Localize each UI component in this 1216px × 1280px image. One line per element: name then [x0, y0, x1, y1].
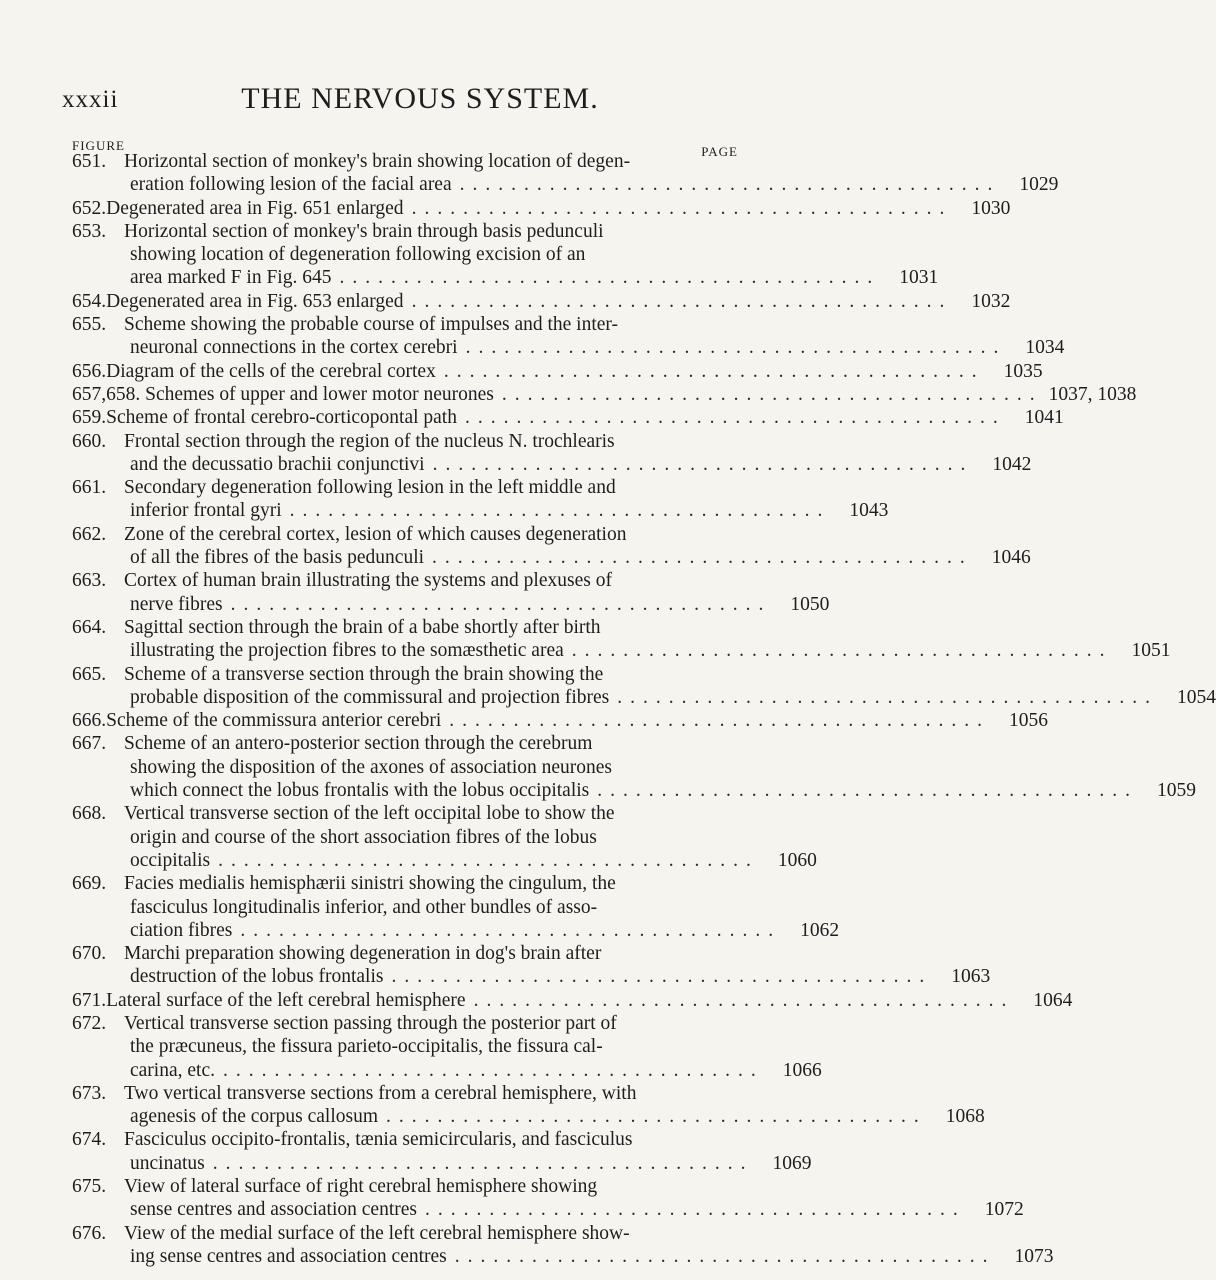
page-number: 1066 [782, 1059, 822, 1081]
list-item [72, 406, 1064, 429]
dot-leader: .......................................... [289, 500, 831, 522]
figure-caption-line: ing sense centres and association centres [130, 1245, 447, 1267]
figure-number: 674. [72, 1129, 107, 1151]
dot-leader: .......................................... [465, 337, 1007, 359]
figure-caption-line: agenesis of the corpus callosum [130, 1106, 379, 1128]
figure-caption-line: Marchi preparation showing degeneration in dog's brain after [124, 943, 602, 965]
list-item [72, 476, 889, 523]
dot-leader: .......................................... [222, 1059, 764, 1081]
figure-number: 657, [72, 383, 107, 405]
figure-caption-line: area marked F in Fig. 645 [130, 267, 332, 289]
figure-caption-line: which connect the lobus frontalis with the lobus occipitalis [130, 780, 590, 802]
figure-caption-line: 658. Schemes of upper and lower motor neurones [106, 383, 494, 405]
page-column-heading: PAGE [701, 144, 738, 159]
figure-caption-line: Scheme of a transverse section through the brain showing the [124, 663, 604, 685]
figure-caption-line: Cortex of human brain illustrating the systems and plexuses of [124, 570, 612, 592]
figure-caption-line: Facies medialis hemisphærii sinistri showing the cingulum, the [124, 873, 616, 895]
page-number: 1059 [1157, 780, 1196, 802]
figure-caption-line: Lateral surface of the left cerebral hemisphere [106, 989, 466, 1011]
dot-leader: .......................................... [454, 1245, 996, 1267]
page-number: 1031 [899, 267, 939, 289]
figure-number: 676. [72, 1222, 107, 1244]
page-number: 1054 [1177, 686, 1216, 708]
list-item [72, 872, 840, 942]
figure-caption-line: of all the fibres of the basis pedunculi [130, 547, 425, 569]
page-number: 1037, 1038 [1048, 383, 1137, 405]
page-number: 1073 [1014, 1245, 1054, 1267]
page-number: 1064 [1033, 989, 1073, 1011]
list-item [72, 290, 1011, 313]
page-number: 1051 [1131, 640, 1171, 662]
figure-caption-line: Vertical transverse section passing through the posterior part of [124, 1012, 617, 1034]
figure-number: 670. [72, 943, 107, 965]
figure-caption-line: Degenerated area in Fig. 653 enlarged [106, 290, 404, 312]
figure-number: 672. [72, 1012, 107, 1034]
page-number: 1072 [984, 1199, 1024, 1221]
figure-number: 662. [72, 523, 107, 545]
dot-leader: .......................................... [473, 989, 1015, 1011]
list-item [72, 709, 1049, 732]
figure-caption-line: Secondary degeneration following lesion in the left middle and [124, 477, 616, 499]
dot-leader: .......................................... [432, 547, 973, 569]
dot-leader: .......................................... [230, 593, 772, 615]
figure-caption-line: showing location of degeneration following excision of an [130, 244, 586, 266]
figure-number: 655. [72, 314, 107, 336]
figure-caption-line: Scheme showing the probable course of impulses and the inter- [124, 314, 619, 336]
list-item [72, 1175, 1024, 1222]
page-number: 1030 [971, 197, 1011, 219]
page-number: 1043 [849, 500, 889, 522]
dot-leader: .......................................... [391, 966, 933, 988]
list-item [72, 1012, 822, 1082]
page-number: 1034 [1025, 337, 1065, 359]
page-number: 1062 [800, 919, 840, 941]
dot-leader: .......................................... [212, 1152, 754, 1174]
page-number: 1069 [772, 1152, 812, 1174]
list-item [72, 802, 817, 872]
figure-number: 668. [72, 803, 107, 825]
figure-number: 654. [72, 290, 107, 312]
page-number: 1068 [945, 1106, 985, 1128]
page-header [62, 82, 738, 122]
figure-caption-line: occipitalis [130, 849, 211, 871]
list-item [72, 220, 939, 290]
figure-caption-line: Zone of the cerebral cortex, lesion of which causes degeneration [124, 523, 627, 545]
page-number: 1046 [991, 547, 1031, 569]
page-number: 1029 [1019, 174, 1059, 196]
dot-leader: .......................................... [597, 780, 1138, 802]
figure-caption-line: fasciculus longitudinalis inferior, and other bundles of asso- [130, 896, 598, 918]
list-item [72, 616, 1171, 663]
figure-caption-line: showing the disposition of the axones of association neurones [130, 756, 613, 778]
list-item [72, 313, 1065, 360]
dot-leader: .......................................... [411, 197, 953, 219]
figure-number: 656. [72, 360, 107, 382]
figure-caption-line: Frontal section through the region of the nucleus N. trochlearis [124, 430, 615, 452]
figure-caption-line: Vertical transverse section of the left occipital lobe to show the [124, 803, 615, 825]
page-number: 1041 [1024, 407, 1064, 429]
figure-caption-line: Diagram of the cells of the cerebral cortex [106, 360, 436, 382]
page-numeral: xxxii [62, 86, 119, 113]
figure-number: 651. [72, 151, 107, 172]
dot-leader: .......................................... [240, 919, 782, 941]
list-item [72, 732, 1196, 802]
running-title: THE NERVOUS SYSTEM. [241, 82, 599, 115]
figure-number: 666. [72, 710, 107, 732]
figure-caption-line: the præcuneus, the fissura parieto-occipitalis, the fissura cal- [130, 1036, 603, 1058]
list-item [72, 1128, 812, 1175]
figure-caption-line: Degenerated area in Fig. 651 enlarged [106, 197, 404, 219]
page-number: 1056 [1009, 710, 1049, 732]
figure-caption-line: sense centres and association centres [130, 1199, 417, 1221]
figure-caption-line: illustrating the projection fibres to the somæsthetic area [130, 640, 564, 662]
dot-leader: .......................................... [464, 407, 1006, 429]
figure-number: 660. [72, 430, 107, 452]
figure-caption-line: Fasciculus occipito-frontalis, tænia semicircularis, and fasciculus [124, 1129, 633, 1151]
figure-caption-line: destruction of the lobus frontalis [130, 966, 384, 988]
figure-caption-line: Scheme of the commissura anterior cerebri [106, 710, 442, 732]
dot-leader: .......................................... [571, 640, 1113, 662]
dot-leader: .......................................... [432, 453, 974, 475]
dot-leader: .......................................... [459, 174, 1001, 196]
figure-number: 653. [72, 220, 107, 242]
figure-caption-line: and the decussatio brachii conjunctivi [130, 453, 425, 475]
figure-caption-line: Two vertical transverse sections from a cerebral hemisphere, with [124, 1082, 637, 1104]
figure-caption-line: nerve fibres [130, 593, 223, 615]
figure-caption-line: probable disposition of the commissural and projection fibres [130, 686, 610, 708]
figure-list [72, 150, 1216, 1268]
figure-number: 663. [72, 570, 107, 592]
dot-leader: .......................................... [218, 849, 759, 871]
page-number: 1042 [992, 453, 1032, 475]
page-number: 1032 [971, 290, 1011, 312]
figure-number: 665. [72, 663, 107, 685]
dot-leader: .......................................... [386, 1106, 927, 1128]
list-item [72, 569, 830, 616]
list-item [72, 942, 991, 989]
figure-number: 652. [72, 197, 107, 219]
figure-number: 667. [72, 733, 107, 755]
figure-column-heading: FIGURE [72, 138, 125, 153]
figure-caption-line: origin and course of the short association fibres of the lobus [130, 826, 597, 848]
list-item [72, 197, 1011, 220]
dot-leader: .......................................... [449, 710, 991, 732]
dot-leader: .......................................... [339, 267, 881, 289]
figure-caption-line: Horizontal section of monkey's brain through basis pedunculi [124, 220, 604, 242]
figure-caption-line: View of lateral surface of right cerebral hemisphere showing [124, 1176, 598, 1198]
dot-leader: .......................................... [424, 1199, 966, 1221]
figure-number: 675. [72, 1176, 107, 1198]
list-item [72, 383, 1137, 406]
page-number: 1035 [1003, 360, 1043, 382]
list-item [72, 150, 1059, 197]
dot-leader: .......................................... [617, 686, 1159, 708]
figure-caption-line: carina, etc. [130, 1059, 215, 1081]
figure-caption-line: eration following lesion of the facial area [130, 174, 452, 196]
figure-caption-line: ciation fibres [130, 919, 233, 941]
figure-number: 671. [72, 989, 107, 1011]
figure-caption-line: Scheme of frontal cerebro-corticopontal path [106, 407, 457, 429]
dot-leader: .......................................... [443, 360, 985, 382]
figure-number: 659. [72, 407, 107, 429]
figure-caption-line: Horizontal section of monkey's brain showing location of degen- [124, 151, 631, 172]
figure-caption-line: Sagittal section through the brain of a babe shortly after birth [124, 616, 601, 638]
list-item [72, 1082, 985, 1129]
page-number: 1060 [777, 849, 817, 871]
figure-caption-line: Scheme of an antero-posterior section through the cerebrum [124, 733, 593, 755]
figure-caption-line: inferior frontal gyri [130, 500, 282, 522]
page-number: 1063 [951, 966, 991, 988]
dot-leader: .......................................... [501, 383, 1043, 405]
list-item [72, 430, 1032, 477]
list-item [72, 663, 1216, 710]
list-item [72, 1222, 1054, 1269]
list-item [72, 360, 1043, 383]
dot-leader: .......................................... [411, 290, 953, 312]
figure-caption-line: View of the medial surface of the left cerebral hemisphere show- [124, 1222, 630, 1244]
figure-number: 664. [72, 616, 107, 638]
page-number: 1050 [790, 593, 830, 615]
figure-caption-line: uncinatus [130, 1152, 205, 1174]
figure-number: 669. [72, 873, 107, 895]
figure-number: 673. [72, 1082, 107, 1104]
figure-number: 661. [72, 477, 107, 499]
list-item [72, 523, 1031, 570]
list-item [72, 989, 1073, 1012]
figure-caption-line: neuronal connections in the cortex cerebri [130, 337, 458, 359]
